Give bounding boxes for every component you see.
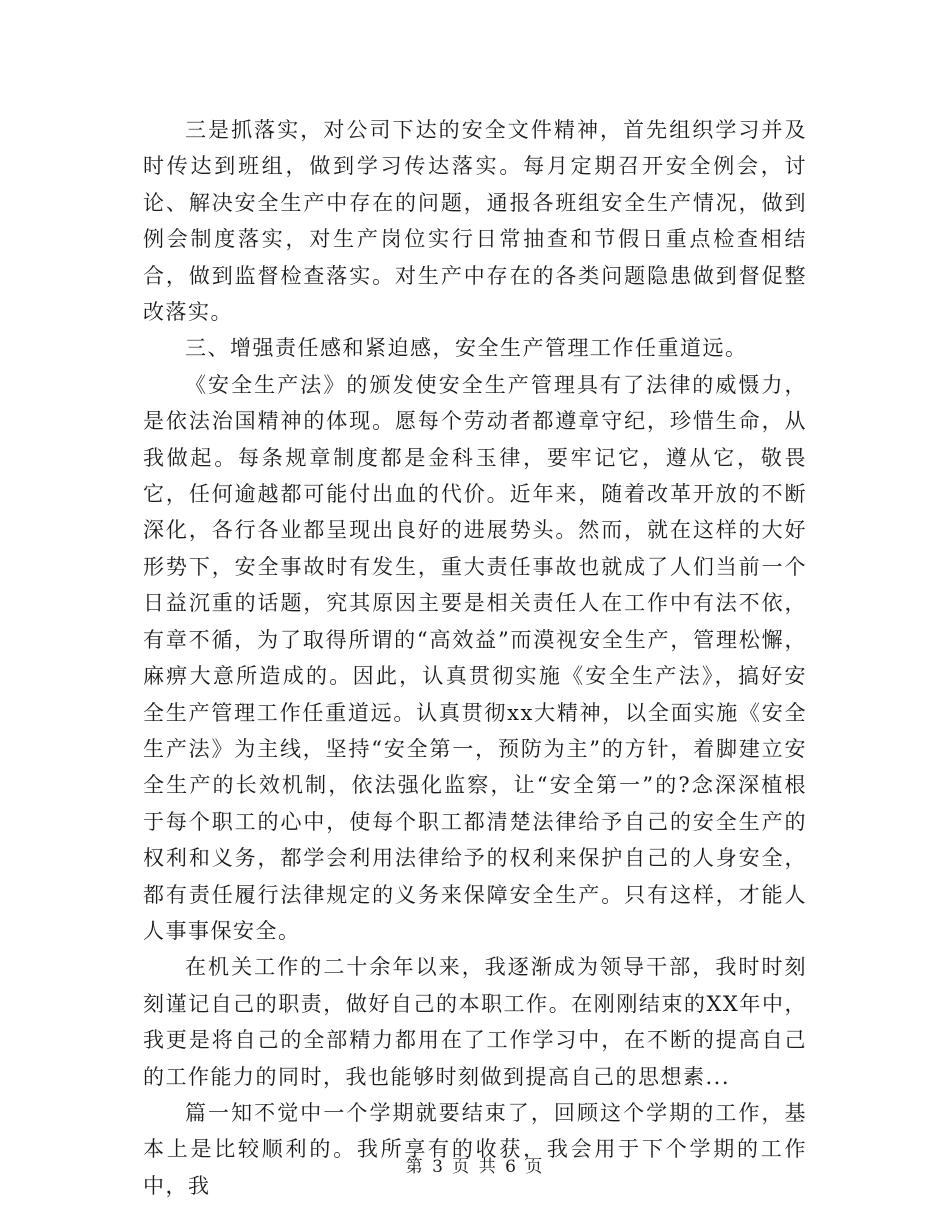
paragraph-1: 三是抓落实，对公司下达的安全文件精神，首先组织学习并及时传达到班组，做到学习传达落实。每月定期召开安全例会，讨论、解决安全生产中存在的问题，通报各班组安全生产情况，做到例会制度落实，对生产岗位实行日常抽查和节假日重点检查相结合，做到监督检查落实。对生产中存在的各类问题隐患做到督促整改落实。 bbox=[143, 118, 807, 325]
document-body bbox=[143, 112, 807, 1204]
page-number-footer: 第 3 页 共 6 页 bbox=[405, 1157, 545, 1177]
paragraph-2: 《安全生产法》的颁发使安全生产管理具有了法律的威慑力，是依法治国精神的体现。愿每个劳动者都遵章守纪，珍惜生命，从我做起。每条规章制度都是金科玉律，要牢记它，遵从它，敬畏它，任何逾越都可能付出血的代价。近年来，随着改革开放的不断深化，各行各业都呈现出良好的进展势头。然而，就在这样的大好形势下，安全事故时有发生，重大责任事故也就成了人们当前一个日益沉重的话题，究其原因主要是相关责任人在工作中有法不依，有章不循，为了取得所谓的“高效益”而漠视安全生产，管理松懈，麻痹大意所造成的。因此，认真贯彻实施《安全生产法》，搞好安全生产管理工作任重道远。认真贯彻xx大精神，以全面实施《安全生产法》为主线，坚持“安全第一，预防为主”的方针，着脚建立安全生产的长效机制，依法强化监察，让“安全第一”的?念深深植根于每个职工的心中，使每个职工都清楚法律给予自己的安全生产的权利和义务，都学会利用法律给予的权利来保护自己的人身安全，都有责任履行法律规定的义务来保障安全生产。只有这样，才能人人事事保安全。 bbox=[143, 372, 807, 943]
section-heading-3: 三、增强责任感和紧迫感，安全生产管理工作任重道远。 bbox=[185, 336, 748, 361]
paragraph-4: 篇一知不觉中一个学期就要结束了，回顾这个学期的工作，基本上是比较顺利的。我所享有的收获，我会用于下个学期的工作中，我 bbox=[143, 1100, 807, 1198]
paragraph-3: 在机关工作的二十余年以来，我逐渐成为领导干部，我时时刻刻谨记自己的职责，做好自己的本职工作。在刚刚结束的XX年中，我更是将自己的全部精力都用在了工作学习中，在不断的提高自己的工作能力的同时，我也能够时刻做到提高自己的思想素... bbox=[143, 955, 807, 1089]
